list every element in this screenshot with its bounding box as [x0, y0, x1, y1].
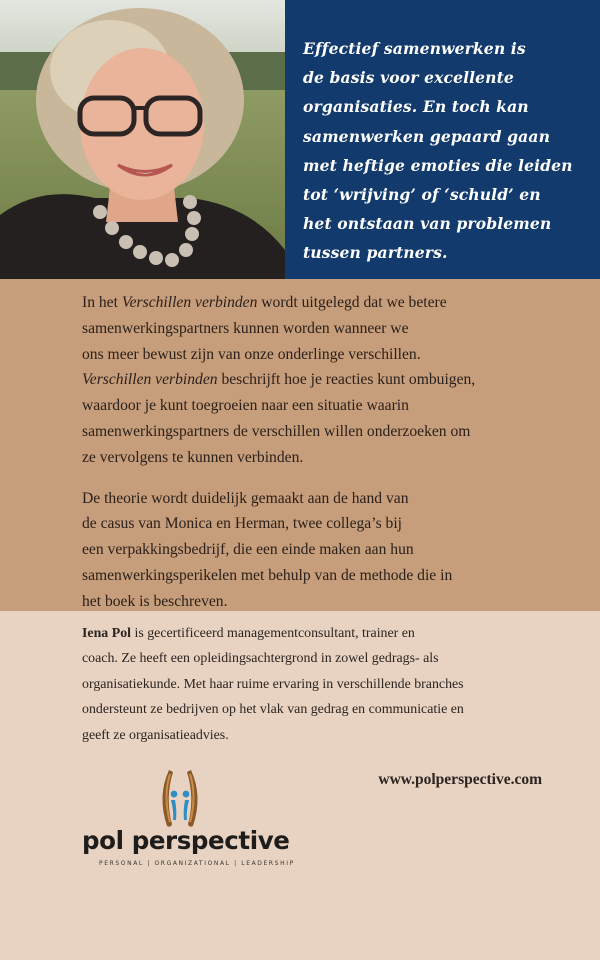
quote-line: het ontstaan van problemen: [303, 214, 552, 234]
book-title-emphasis: Verschillen verbinden: [82, 371, 218, 389]
publisher-name: pol perspective: [82, 826, 290, 855]
text-run: wordt uitgelegd dat we betere: [257, 294, 447, 311]
text-line: een verpakkingsbedrijf, die een einde maken aan hun: [82, 541, 414, 559]
text-line: geeft ze organisatieadvies.: [82, 727, 229, 743]
quote-panel: [285, 0, 600, 279]
quote-line: de basis voor excellente: [303, 68, 514, 88]
author-photo: [0, 0, 285, 279]
text-line: de casus van Monica en Herman, twee collega’s bij: [82, 515, 402, 533]
description-paragraph-2: [82, 486, 560, 615]
author-name: Iena Pol: [82, 626, 132, 641]
author-section: [0, 611, 600, 960]
text-run: beschrijft hoe je reacties kunt ombuigen,: [217, 371, 476, 389]
author-portrait-illustration: [0, 0, 285, 279]
author-bio: [82, 621, 560, 748]
text-line: samenwerkingspartners kunnen worden wanneer we: [82, 319, 409, 337]
pull-quote: [303, 34, 586, 268]
two-figures-logo-icon: [157, 768, 203, 830]
website-link[interactable]: www.polperspective.com: [378, 771, 542, 788]
text-line: ze vervolgens te kunnen verbinden.: [82, 448, 304, 466]
text-line: ondersteunt ze bedrijven op het vlak van gedrag en communicatie en: [82, 702, 464, 718]
text-run: In het: [82, 294, 122, 311]
description-section: [0, 279, 600, 611]
top-section: [0, 0, 600, 279]
publisher-logo: [82, 768, 295, 878]
book-title-emphasis: Verschillen verbinden: [121, 294, 258, 311]
quote-line: tot ‘wrijving’ of ‘schuld’ en: [303, 185, 541, 205]
quote-line: samenwerken gepaard gaan: [303, 126, 551, 146]
quote-line: tussen partners.: [303, 243, 448, 263]
publisher-tagline: PERSONAL | ORGANIZATIONAL | LEADERSHIP: [99, 860, 295, 867]
quote-line: met heftige emoties die leiden: [303, 155, 573, 175]
quote-line: organisaties. En toch kan: [303, 97, 529, 117]
text-line: samenwerkingsperikelen met behulp van de methode die in: [82, 566, 453, 584]
text-line: organisatiekunde. Met haar ruime ervaring in verschillende branches: [82, 676, 464, 692]
text-line: samenwerkingspartners de verschillen willen onderzoeken om: [82, 422, 471, 440]
text-line: coach. Ze heeft een opleidingsachtergrond in zowel gedrags- als: [82, 651, 439, 667]
text-line: het boek is beschreven.: [82, 592, 228, 610]
text-line: ons meer bewust zijn van onze onderlinge verschillen.: [82, 345, 421, 363]
quote-line: Effectief samenwerken is: [303, 39, 526, 58]
text-line: waardoor je kunt toegroeien naar een situatie waarin: [82, 397, 409, 415]
text-run: is gecertificeerd managementconsultant, trainer en: [131, 626, 415, 641]
text-line: De theorie wordt duidelijk gemaakt aan de hand van: [82, 489, 409, 507]
description-paragraph-1: [82, 290, 560, 471]
